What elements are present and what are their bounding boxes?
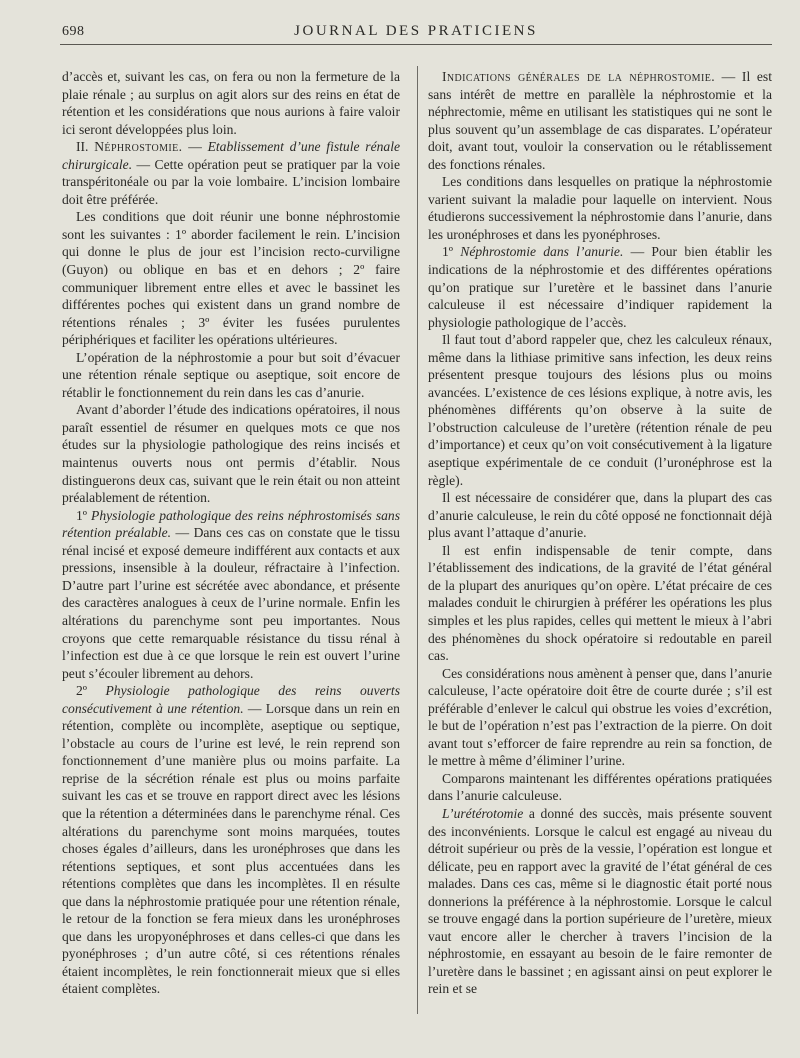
subsection-number: 1º	[442, 244, 454, 260]
paragraph: Comparons maintenant les différentes opérations pratiquées dans l’anurie calculeuse.	[428, 770, 772, 804]
paragraph: Il est enfin indispensable de tenir compte, dans l’établissement des indications, de la gravité de l’état général de la plupart des anuriques qu’on opère. L’état précaire de ces malades conduit le chirurgien à préférer les opérations les plus simples et les plus rapides, celles qui mettent le mieux à l’abri des phénomènes du shock opératoire si redoutable en pareil cas.	[428, 542, 772, 664]
paragraph: Il faut tout d’abord rappeler que, chez les calculeux rénaux, même dans la lithiase primitive sans infection, les deux reins présentent presque toujours des lésions plus ou moins avancées. L’existence de ces lésions explique, à notre avis, les phénomènes différents qu’on observe à la suite de l’obstruction calculeuse de l’uretère (rétention rénale de peu d’importance) et ceux qu’on voit consécutivement à la ligature aseptique expérimentale de ce conduit (l’uronéphrose est la règle).	[428, 332, 772, 488]
subsection-number: 1º	[76, 507, 88, 523]
running-title: JOURNAL DES PRATICIENS	[294, 23, 538, 39]
paragraph: Les conditions que doit réunir une bonne néphrostomie sont les suivantes : 1º aborder facilement le rein. L’incision qui donne le plus de jour est l’incision recto-curviligne (Guyon) ou oblique en bas et en dehors ; 2º faire communiquer librement entre elles et avec le bassinet les différentes poches qui existent dans un grand nombre de rétentions rénales ; 3º éviter les fusées purulentes périphériques et faciliter les opérations ultérieures.	[62, 209, 400, 348]
paragraph-text: — Cette opération peut se pratiquer par la voie transpéritonéale ou par la voie lombaire. L’incision lombaire doit être préférée.	[62, 156, 400, 207]
page-header	[62, 20, 770, 44]
subsection-paragraph	[62, 682, 400, 998]
paragraph-text: — Dans ces cas on constate que le tissu rénal incisé et exposé demeure indifférent aux contacts et aux pressions, insensible à la douleur, réfractaire à l’infection. D’autre part l’urine est sécrétée avec abondance, et présente des caractères analogues à ceux de l’urine normale. Enfin les altérations du parenchyme sont peu importantes. Nous croyons que cette remarquable résistance du tissu rénal à l’infection est due à ce que lorsque le rein est ouvert l’urine peut s’écouler librement au dehors.	[62, 525, 400, 681]
subsection-title: Néphrostomie dans l’anurie.	[460, 244, 624, 260]
paragraph: d’accès et, suivant les cas, on fera ou non la fermeture de la plaie rénale ; au surplus on agit alors sur des reins en état de rétention et les considérations que nous aurions à faire valoir ici seront développées plus loin.	[62, 69, 400, 137]
paragraph: Ces considérations nous amènent à penser que, dans l’anurie calculeuse, l’acte opératoire doit être de courte durée ; s’il est préférable d’enlever le calcul qui obstrue les voies d’excrétion, le but de l’opération n’est pas l’extraction de la pierre. On doit avant tout s’efforcer de faire reprendre au rein sa fonction, de le mettre à même d’éliminer l’urine.	[428, 665, 772, 769]
subsection-number: 2º	[76, 683, 88, 699]
paragraph	[428, 805, 772, 998]
paragraph: Avant d’aborder l’étude des indications opératoires, il nous paraît essentiel de résumer en quelques mots ce que nos études sur la physiologie pathologique des reins incisés et maintenus ouverts nous ont permis d’établir. Nous distinguerons deux cas, suivant que le rein était ou non atteint préalablement de rétention.	[62, 402, 400, 506]
section-heading-paragraph	[428, 68, 772, 173]
section-number: II.	[76, 139, 89, 155]
header-rule	[60, 44, 772, 45]
left-column	[62, 68, 400, 998]
page-number: 698	[62, 24, 85, 39]
subsection-title: Physiologie pathologique des reins néphrostomisés sans rétention préalable.	[62, 507, 400, 541]
subsection-paragraph	[62, 507, 400, 682]
paragraph-text: a donné des succès, mais présente souvent des inconvénients. Lorsque le calcul est engagé au niveau du détroit supérieur ou près de la vessie, l’opération est longue et délicate, peu en rapport avec la gravité de l’état général de ces malades. Dans ces cas, même si le diagnostic était porté nous donnerions la préférence à la néphrostomie. Lorsque le calcul se trouve engagé dans la portion supérieure de l’uretère, mieux vaut encore aller le chercher à travers l’incision de la néphrostomie, en essayant au besoin de le faire remonter de l’uretère dans le bassinet ; en agissant ainsi on peut explorer le rein et se	[428, 805, 772, 997]
right-column	[428, 68, 772, 998]
section-title: Néphrostomie.	[94, 139, 183, 155]
section-heading-paragraph	[62, 138, 400, 208]
section-title: Indications générales de la néphrostomie.	[442, 69, 715, 84]
dash: —	[182, 139, 208, 155]
paragraph-text: — Il est sans intérêt de mettre en parallèle la néphrostomie et la néphrectomie, même en utilisant les statistiques qui ne sont le plus souvent qu’un assemblage de cas disparates. L’opérateur doit, avant tout, vouloir la conservation ou le rétablissement des fonctions rénales.	[428, 69, 772, 172]
section-subtitle: Etablissement d’une fistule rénale chirurgicale.	[62, 139, 401, 172]
paragraph: Il est nécessaire de considérer que, dans la plupart des cas d’anurie calculeuse, le rein du côté opposé ne fonctionnait déjà plus avant l’attaque d’anurie.	[428, 490, 772, 541]
paragraph: L’opération de la néphrostomie a pour but soit d’évacuer une rétention rénale septique ou aseptique, soit encore de rétablir le fonctionnement du rein dans les cas d’anurie.	[62, 349, 400, 400]
column-divider	[417, 66, 418, 1014]
term: L’urétérotomie	[442, 805, 524, 821]
paragraph-text: — Lorsque dans un rein en rétention, complète ou incomplète, aseptique ou septique, l’obstacle au cours de l’urine est levé, le rein reprend son fonctionnement d’une manière plus ou moins parfaite. La reprise de la sécrétion rénale est plus ou moins parfaite suivant les cas et se trouve en rapport direct avec les lésions que la rétention a déterminées dans le parenchyme rénal. Ces altérations du parenchyme sont moins marquées, toutes choses égales d’ailleurs, dans les uronéphroses que dans les rétentions septiques, et sont plus accentuées dans les rétentions complètes que dans les incomplètes. Il en résulte que dans la néphrostomie pratiquée pour une rétention rénale, le retour de la fonction se fera mieux dans les uronéphroses que dans les uropyonéphroses et dans celles-ci que dans les pyonéphroses ; d’un autre côté, si ces rétentions rénales étaient incomplètes, le rein fonctionnerait mieux que si elles étaient complètes.	[62, 700, 400, 997]
paragraph-text: — Pour bien établir les indications de la néphrostomie et des différentes opérations qu’on pratique sur l’uretère et le bassinet dans l’anurie calculeuse il est nécessaire d’indiquer rapidement la physiologie pathologique de l’accès.	[428, 244, 772, 330]
subsection-paragraph	[428, 243, 772, 331]
subsection-title: Physiologie pathologique des reins ouverts consécutivement à une rétention.	[62, 683, 400, 716]
paragraph: Les conditions dans lesquelles on pratique la néphrostomie varient suivant la maladie pour laquelle on intervient. Nous étudierons successivement la néphrostomie dans l’anurie, dans les uronéphroses et dans les pyonéphroses.	[428, 174, 772, 242]
